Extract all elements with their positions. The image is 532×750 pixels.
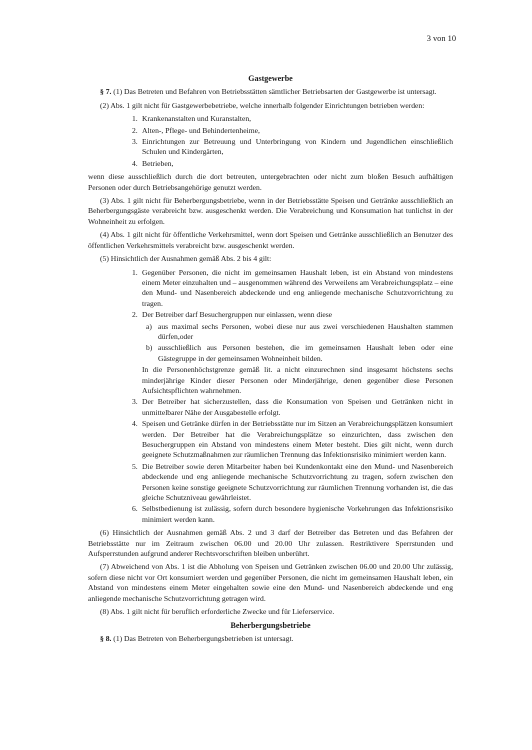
list-item-body — [142, 310, 453, 396]
list-item-number: 3. — [132, 397, 138, 407]
list-7-2 — [88, 114, 453, 169]
list-item-number: 2. — [132, 125, 138, 135]
section-heading-beherbergung: Beherbergungsbetriebe — [230, 620, 311, 630]
paragraph-7-4: (4) Abs. 1 gilt nicht für öffentliche Verkehrsmittel, wenn dort Speisen und Getränke ausschließlich an Benutzer des öffentlichen Verkehrsmittels verabreicht bzw. ausgeschenkt werden. — [88, 230, 453, 250]
list-item-text: Gegenüber Personen, die nicht im gemeinsamen Haushalt leben, ist ein Abstand von mindestens einem Meter einzuhalten und – ausgenommen während des Verweilens am Verabreichungsplatz – eine den Mund- und Nasenbereich abdeckende und eng anliegende mechanische Schutzvorrichtung zu tragen. — [142, 267, 453, 308]
list-item-text: Der Betreiber hat sicherzustellen, dass die Konsumation von Speisen und Getränken nicht in unmittelbarer Nähe der Ausgabestelle erfolgt. — [142, 397, 453, 417]
list-item-number: 1. — [132, 114, 138, 124]
list-item-text: Selbstbedienung ist zulässig, sofern durch besondere hygienische Vorkehrungen das Infektionsrisiko minimiert werden kann. — [142, 504, 453, 524]
page-number: 3 von 10 — [426, 34, 456, 43]
list-item-number: 2. — [132, 310, 138, 320]
list-7-5 — [88, 268, 453, 526]
list-item — [128, 397, 453, 418]
sublist-item-letter: b) — [146, 343, 153, 353]
section-mark-8: § 8. — [100, 633, 112, 643]
paragraph-7-6: (6) Hinsichtlich der Ausnahmen gemäß Abs. 2 und 3 darf der Betreiber das Betreten und das Befahren der Betriebsstätte nur im Zeitraum zwischen 06.00 und 20.00 Uhr zulassen. Restriktivere Sperrstunden und Aufsperrstunden aufgrund anderer Rechtsvorschriften bleiben unberührt. — [88, 528, 453, 559]
list-item-number: 1. — [132, 267, 138, 277]
paragraph-7-3: (3) Abs. 1 gilt nicht für Beherbergungsbetriebe, wenn in der Betriebsstätte Speisen und Getränke ausschließlich an Beherbergungsgäste verabreicht bzw. ausgeschenkt werden. Die Verabreichung und Konsumation hat tunlichst in der Wohneinheit zu erfolgen. — [88, 196, 453, 226]
sublist-item — [142, 343, 453, 364]
sublist-item-text: aus maximal sechs Personen, wobei diese nur aus zwei verschiedenen Haushalten stammen dürfen,oder — [158, 321, 453, 341]
list-item — [128, 137, 453, 158]
list-item — [128, 268, 453, 310]
paragraph-text: (1) Das Betreten und Befahren von Betriebsstätten sämtlicher Betriebsarten der Gastgewerbe ist untersagt. — [113, 87, 437, 97]
sublist-7-5-2 — [142, 322, 453, 365]
list-item — [128, 419, 453, 461]
list-item-text: Der Betreiber darf Besuchergruppen nur einlassen, wenn diese — [142, 310, 333, 320]
list-item-number: 5. — [132, 461, 138, 471]
paragraph-7-2-outro: wenn diese ausschließlich durch die dort betreuten, untergebrachten oder nicht zum bloßen Besuch aufhältigen Personen oder durch Betriebsangehörige genutzt werden. — [88, 172, 453, 192]
section-heading-gastgewerbe: Gastgewerbe — [248, 74, 293, 83]
list-item — [128, 159, 453, 169]
list-item-text: Betrieben, — [142, 158, 174, 168]
sublist-item — [142, 322, 453, 343]
list-item-text: Alten-, Pflege- und Behindertenheime, — [142, 125, 260, 135]
list-item-number: 4. — [132, 158, 138, 168]
list-item-number: 4. — [132, 419, 138, 429]
list-item — [128, 310, 453, 396]
paragraph-8-1 — [88, 634, 453, 644]
paragraph-7-2-intro: (2) Abs. 1 gilt nicht für Gastgewerbebetriebe, welche innerhalb folgender Einrichtungen betrieben werden: — [100, 100, 425, 110]
list-item — [128, 462, 453, 504]
paragraph-7-8: (8) Abs. 1 gilt nicht für beruflich erforderliche Zwecke und für Lieferservice. — [100, 607, 335, 617]
paragraph-7-1 — [88, 87, 453, 97]
list-item-text: Die Betreiber sowie deren Mitarbeiter haben bei Kundenkontakt eine den Mund- und Nasenbereich abdeckende und eng anliegende mechanische Schutzvorrichtung zu tragen, sofern zwischen den Personen keine sonstige geeignete Schutzvorrichtung zur räumlichen Trennung vorhanden ist, die das gleiche Schutzniveau gewährleistet. — [142, 461, 453, 503]
sublist-note: In die Personenhöchstgrenze gemäß lit. a nicht einzurechnen sind insgesamt höchstens sechs minderjährige Kinder dieser Personen oder Minderjährige, denen gegenüber diese Personen Aufsichtspflichten wahrnehmen. — [142, 365, 453, 395]
list-item-text: Krankenanstalten und Kuranstalten, — [142, 114, 252, 124]
list-item — [128, 114, 453, 124]
list-item-number: 3. — [132, 137, 138, 147]
list-item — [128, 126, 453, 136]
paragraph-7-7: (7) Abweichend von Abs. 1 ist die Abholung von Speisen und Getränken zwischen 06.00 und 20.00 Uhr zulässig, sofern diese nicht vor Ort konsumiert werden und gegenüber Personen, die nicht im gemeinsamen Haushalt leben, ein Abstand von mindestens einem Meter eingehalten sowie eine den Mund- und Nasenbereich abdeckende und eng anliegende mechanische Schutzvorrichtung getragen wird. — [88, 562, 453, 603]
document-body — [88, 74, 453, 647]
list-item — [128, 504, 453, 525]
sublist-item-letter: a) — [146, 321, 152, 331]
sublist-item-text: ausschließlich aus Personen bestehen, die im gemeinsamen Haushalt leben oder eine Gästegruppe in der gemeinsamen Wohneinheit bilden. — [158, 343, 453, 363]
section-mark-7: § 7. — [100, 87, 112, 97]
paragraph-text: (1) Das Betreten von Beherbergungsbetrieben ist untersagt. — [113, 633, 294, 643]
list-item-number: 6. — [132, 504, 138, 514]
list-item-text: Speisen und Getränke dürfen in der Betriebsstätte nur im Sitzen an Verabreichungsplätzen konsumiert werden. Der Betreiber hat die Verabreichungsplätze so einzurichten, dass zwischen den Besuchergruppen ein Abstand von mindestens einem Meter besteht. Dies gilt nicht, wenn durch geeignete Schutzmaßnahmen zur räumlichen Trennung das Infektionsrisiko minimiert werden kann. — [142, 419, 453, 460]
paragraph-7-5-intro: (5) Hinsichtlich der Ausnahmen gemäß Abs. 2 bis 4 gilt: — [100, 254, 272, 264]
list-item-text: Einrichtungen zur Betreuung und Unterbringung von Kindern und Jugendlichen einschließlich Schulen und Kindergärten, — [142, 137, 453, 157]
